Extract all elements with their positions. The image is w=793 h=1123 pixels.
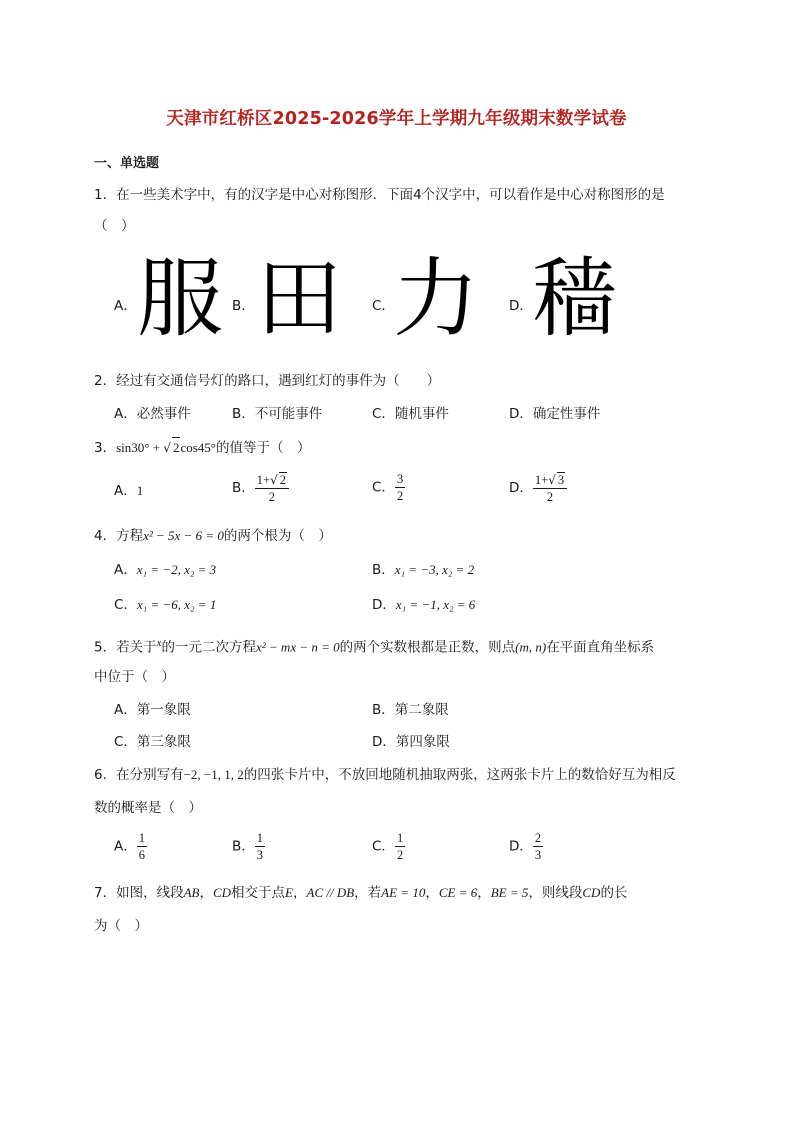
q1-option-b-char: 田 — [256, 249, 342, 349]
question-1-stem: 1．在一些美术字中，有的汉字是中心对称图形．下面4个汉字中，可以看作是中心对称图形的是 — [94, 187, 665, 203]
q3-option-d — [509, 472, 567, 504]
q4-option-c — [114, 595, 216, 615]
q3-option-b — [232, 472, 289, 504]
q4-option-a-label: A． — [114, 562, 137, 578]
q3-option-b-num-rad: 2 — [279, 473, 286, 487]
q7-ae: AE = 10 — [381, 885, 426, 900]
q3-option-c-label: C． — [372, 479, 395, 496]
q1-option-c-label: C． — [372, 298, 395, 314]
question-3-stem — [94, 437, 310, 458]
q1-option-b-label: B． — [232, 298, 255, 314]
q6-option-b — [232, 831, 265, 862]
q3-option-c-den: 2 — [396, 489, 404, 503]
q6-option-a — [114, 831, 147, 862]
q1-option-d-char: 穑 — [532, 249, 618, 349]
q4-equation: x² − 5x − 6 = 0 — [143, 528, 224, 543]
q6-option-a-den: 6 — [138, 848, 145, 862]
q6-option-d-den: 3 — [534, 848, 542, 862]
q7-segment-cd-2: CD — [582, 885, 601, 900]
question-5-stem — [94, 633, 654, 658]
q2-option-d: D．确定性事件 — [509, 406, 601, 422]
q3-option-d-num-rad: 3 — [557, 473, 565, 487]
q7-sep-4: ， — [477, 885, 491, 901]
q7-be: BE = 5 — [490, 885, 529, 900]
q6-option-c — [372, 831, 405, 862]
q6-option-b-num: 1 — [256, 831, 264, 845]
q6-option-b-label: B． — [232, 838, 255, 855]
q6-option-b-den: 3 — [256, 848, 264, 862]
q7-part-b: 相交于点 — [231, 885, 286, 901]
q4-option-d-label: D． — [372, 597, 396, 613]
q7-part-d: ，则线段 — [528, 885, 583, 901]
q6-option-c-label: C． — [372, 838, 395, 855]
q3-number: 3． — [94, 440, 117, 456]
q5-option-d: D．第四象限 — [372, 734, 450, 750]
q5-part-d: 在平面直角坐标系 — [546, 639, 655, 656]
q3-option-d-fraction — [533, 472, 567, 504]
q4-option-d-value: x₁ = −1, x₂ = 6 — [395, 597, 476, 612]
q5-option-a: A．第一象限 — [114, 702, 191, 718]
q3-expr-sin: sin30° + — [116, 440, 164, 455]
q4-option-c-label: C． — [114, 597, 137, 613]
q7-sep-2: ， — [293, 885, 307, 901]
q3-expr-radicand: 2 — [172, 437, 181, 458]
q4-option-b-value: x₁ = −3, x₂ = 2 — [394, 562, 475, 577]
q7-parallel: AC // DB — [306, 885, 355, 900]
q3-option-c — [372, 472, 405, 503]
q7-ce: CE = 6 — [438, 885, 478, 900]
q6-option-d-num: 2 — [534, 831, 542, 845]
q1-option-d-label: D． — [509, 298, 533, 314]
q6-option-a-num: 1 — [138, 831, 145, 845]
q3-option-a-label: A． — [114, 483, 137, 499]
q6-numbers: −2, −1, 1, 2 — [183, 767, 244, 782]
q6-option-c-num: 1 — [396, 831, 404, 845]
sqrt-icon: √ — [163, 441, 171, 455]
q1-option-a-char: 服 — [137, 249, 223, 349]
q7-segment-ab: AB — [183, 885, 200, 900]
q6-option-a-fraction — [137, 831, 147, 862]
q3-option-b-den: 2 — [268, 490, 275, 504]
q7-sep-3: ， — [425, 885, 439, 901]
q3-option-d-den: 2 — [546, 490, 554, 504]
q5-option-c: C．第三象限 — [114, 734, 191, 750]
q4-option-a — [114, 560, 216, 580]
question-5-line2: 中位于（ ） — [94, 669, 175, 685]
q3-option-a — [114, 481, 143, 501]
question-6-stem — [94, 765, 676, 785]
q6-option-d-label: D． — [509, 838, 533, 855]
q2-option-a: A．必然事件 — [114, 406, 191, 422]
exam-title: 天津市红桥区2025-2026学年上学期九年级期末数学试卷 — [166, 109, 627, 129]
q6-option-a-label: A． — [114, 838, 137, 855]
q5-part-c: 的两个实数根都是正数，则点 — [339, 639, 516, 656]
question-7-stem — [94, 883, 627, 903]
q4-option-c-value: x₁ = −6, x₂ = 1 — [136, 597, 217, 612]
q7-part-e: 的长 — [600, 885, 628, 901]
q4-option-a-value: x₁ = −2, x₂ = 3 — [136, 562, 217, 577]
q7-part-a: 7．如图，线段 — [94, 885, 184, 901]
q7-part-c: ，若 — [354, 885, 382, 901]
question-4-stem — [94, 526, 332, 546]
sqrt-icon: √ — [270, 473, 278, 487]
q2-option-b: B．不可能事件 — [232, 406, 323, 422]
q3-expr-cos: cos45° — [180, 440, 216, 455]
q7-point-e: E — [285, 885, 293, 900]
sqrt-icon: √ — [548, 473, 556, 487]
q5-equation: x² − mx − n = 0 — [255, 639, 340, 655]
q1-option-c-char: 力 — [393, 249, 479, 349]
q2-option-c: C．随机事件 — [372, 406, 449, 422]
q5-variable-x: x — [156, 637, 162, 649]
q6-option-c-den: 2 — [396, 848, 404, 862]
q4-option-d — [372, 595, 475, 615]
q3-stem-tail: 的值等于（ ） — [215, 440, 311, 456]
q4-option-b — [372, 560, 474, 580]
q3-option-d-label: D． — [509, 480, 533, 496]
q7-sep-1: ， — [199, 885, 213, 901]
q1-option-a-label: A． — [114, 298, 137, 314]
question-6-line2: 数的概率是（ ） — [94, 800, 202, 816]
question-7-line2: 为（ ） — [94, 918, 148, 934]
question-2-stem: 2．经过有交通信号灯的路口，遇到红灯的事件为（ ） — [94, 373, 441, 389]
q6-part-b: 的四张卡片中，不放回地随机抽取两张，这两张卡片上的数恰好互为相反 — [243, 767, 676, 783]
q3-option-c-num: 3 — [396, 472, 404, 486]
q4-stem-tail: 的两个根为（ ） — [223, 528, 332, 544]
q6-option-b-fraction — [255, 831, 265, 862]
q5-point: (m, n) — [515, 639, 547, 655]
q5-part-b: 的一元二次方程 — [161, 639, 256, 656]
question-1-blank: （ ） — [94, 218, 135, 234]
q6-option-c-fraction — [395, 831, 405, 862]
q4-option-b-label: B． — [372, 562, 395, 578]
q6-option-d — [509, 831, 543, 862]
q3-option-b-num-a: 1+ — [256, 473, 271, 487]
q7-segment-cd: CD — [212, 885, 232, 900]
q3-option-a-value: 1 — [136, 483, 144, 498]
q3-option-b-fraction — [255, 472, 289, 504]
q3-option-b-label: B． — [232, 480, 255, 496]
q5-part-a: 5．若关于 — [94, 639, 157, 656]
q5-option-b: B．第二象限 — [372, 702, 449, 718]
q3-option-c-fraction — [395, 472, 405, 503]
q3-option-d-num-a: 1+ — [534, 473, 549, 487]
section-heading: 一、单选题 — [94, 156, 160, 171]
q4-number: 4．方程 — [94, 528, 144, 544]
q6-option-d-fraction — [533, 831, 543, 862]
q6-part-a: 6．在分别写有 — [94, 767, 184, 783]
